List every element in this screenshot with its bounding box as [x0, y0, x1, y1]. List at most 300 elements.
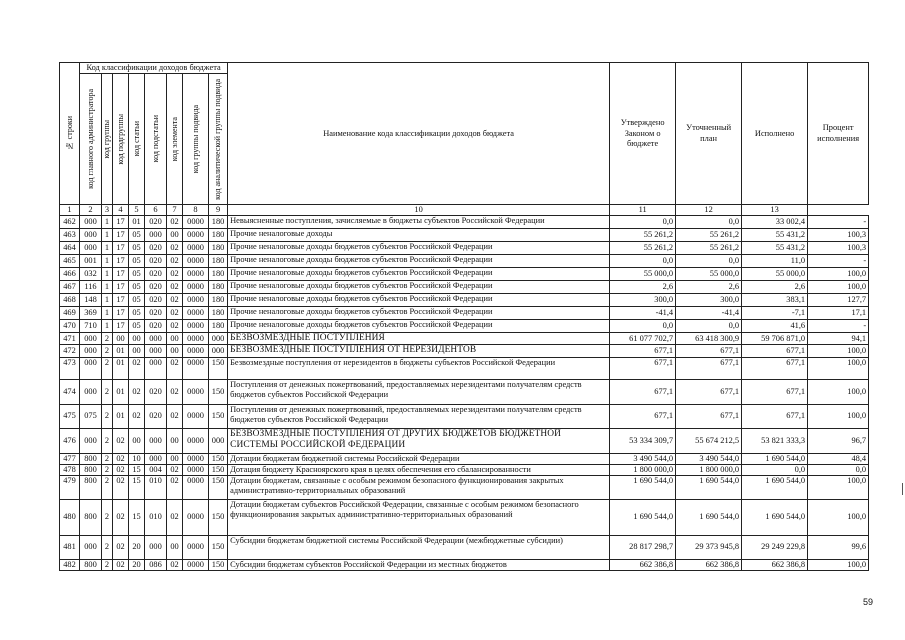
- kbk-code-cell: 02: [129, 404, 145, 428]
- kbk-code-cell: 0000: [183, 453, 209, 464]
- approved-cell: 28 817 298,7: [610, 535, 676, 559]
- row-number-cell: 478: [60, 464, 80, 475]
- kbk-code-cell: 000: [209, 428, 228, 453]
- table-row: [60, 294, 869, 307]
- kbk-code-cell: 180: [209, 229, 228, 242]
- kbk-code-cell: 0000: [183, 379, 209, 404]
- refined-cell: 662 386,8: [676, 559, 742, 570]
- kbk-code-cell: 01: [113, 345, 129, 357]
- column-number: 4: [113, 205, 129, 216]
- executed-cell: 29 249 229,8: [742, 535, 808, 559]
- kbk-code-cell: 000: [80, 428, 102, 453]
- refined-cell: 55 000,0: [676, 268, 742, 281]
- kbk-code-cell: 00: [167, 333, 183, 345]
- column-number: 11: [610, 205, 676, 216]
- percent-cell: -: [808, 255, 869, 268]
- revenue-name-cell: БЕЗВОЗМЕЗДНЫЕ ПОСТУПЛЕНИЯ ОТ ДРУГИХ БЮДЖЕТОВ БЮДЖЕТНОЙ СИСТЕМЫ РОССИЙСКОЙ ФЕДЕРАЦИИ: [228, 428, 610, 453]
- header-percent: Процент исполнения: [808, 63, 869, 205]
- kbk-code-cell: 075: [80, 404, 102, 428]
- kbk-code-cell: 020: [145, 281, 167, 294]
- column-number: 2: [80, 205, 102, 216]
- executed-cell: 677,1: [742, 404, 808, 428]
- kbk-code-cell: 17: [113, 216, 129, 229]
- table-row: [60, 216, 869, 229]
- approved-cell: -41,4: [610, 307, 676, 320]
- kbk-code-cell: 17: [113, 294, 129, 307]
- kbk-code-cell: 02: [113, 464, 129, 475]
- approved-cell: 3 490 544,0: [610, 453, 676, 464]
- column-number: 5: [129, 205, 145, 216]
- approved-cell: 55 000,0: [610, 268, 676, 281]
- budget-revenue-table: [59, 62, 869, 571]
- kbk-code-cell: 1: [102, 216, 113, 229]
- kbk-code-cell: 15: [129, 475, 145, 499]
- percent-cell: 94,1: [808, 333, 869, 345]
- percent-cell: 100,0: [808, 345, 869, 357]
- kbk-code-cell: 800: [80, 499, 102, 535]
- kbk-code-cell: 2: [102, 475, 113, 499]
- percent-cell: 100,3: [808, 229, 869, 242]
- approved-cell: 662 386,8: [610, 559, 676, 570]
- kbk-code-cell: 2: [102, 357, 113, 379]
- percent-cell: 0,0: [808, 464, 869, 475]
- kbk-code-cell: 020: [145, 404, 167, 428]
- kbk-code-cell: 180: [209, 242, 228, 255]
- kbk-code-cell: 01: [113, 357, 129, 379]
- kbk-code-cell: 020: [145, 216, 167, 229]
- table-row: [60, 475, 869, 499]
- table-row: [60, 333, 869, 345]
- row-number-cell: 467: [60, 281, 80, 294]
- percent-cell: 100,0: [808, 379, 869, 404]
- table-row: [60, 428, 869, 453]
- kbk-code-cell: 020: [145, 307, 167, 320]
- table-row: [60, 453, 869, 464]
- kbk-code-cell: 02: [167, 499, 183, 535]
- kbk-code-cell: 05: [129, 294, 145, 307]
- row-number-cell: 466: [60, 268, 80, 281]
- kbk-code-cell: 01: [129, 216, 145, 229]
- header-row-no: № строки: [60, 63, 80, 205]
- table-row: [60, 404, 869, 428]
- percent-cell: 127,7: [808, 294, 869, 307]
- kbk-code-cell: 150: [209, 357, 228, 379]
- kbk-code-cell: 800: [80, 464, 102, 475]
- header-name: Наименование кода классификации доходов бюджета: [228, 63, 610, 205]
- kbk-code-cell: 0000: [183, 428, 209, 453]
- kbk-code-cell: 086: [145, 559, 167, 570]
- kbk-code-cell: 800: [80, 559, 102, 570]
- table-row: [60, 345, 869, 357]
- refined-cell: 1 800 000,0: [676, 464, 742, 475]
- header-kbk-col: код группы: [102, 74, 113, 205]
- kbk-code-cell: 02: [167, 464, 183, 475]
- percent-cell: 100,0: [808, 404, 869, 428]
- approved-cell: 1 800 000,0: [610, 464, 676, 475]
- table-row: [60, 242, 869, 255]
- kbk-code-cell: 02: [113, 428, 129, 453]
- row-number-cell: 464: [60, 242, 80, 255]
- kbk-code-cell: 00: [167, 428, 183, 453]
- column-number: 6: [145, 205, 167, 216]
- kbk-code-cell: 0000: [183, 464, 209, 475]
- kbk-code-cell: 0000: [183, 357, 209, 379]
- executed-cell: -7,1: [742, 307, 808, 320]
- kbk-code-cell: 02: [167, 320, 183, 333]
- kbk-code-cell: 020: [145, 268, 167, 281]
- table-row: [60, 379, 869, 404]
- kbk-code-cell: 2: [102, 404, 113, 428]
- percent-cell: -: [808, 216, 869, 229]
- kbk-code-cell: 02: [167, 379, 183, 404]
- percent-cell: 100,0: [808, 281, 869, 294]
- row-number-cell: 465: [60, 255, 80, 268]
- kbk-code-cell: 0000: [183, 345, 209, 357]
- refined-cell: 0,0: [676, 216, 742, 229]
- refined-cell: 3 490 544,0: [676, 453, 742, 464]
- revenue-name-cell: Прочие неналоговые доходы бюджетов субъектов Российской Федерации: [228, 320, 610, 333]
- kbk-code-cell: 150: [209, 559, 228, 570]
- kbk-code-cell: 1: [102, 268, 113, 281]
- executed-cell: 677,1: [742, 379, 808, 404]
- percent-cell: 48,4: [808, 453, 869, 464]
- kbk-code-cell: 00: [129, 345, 145, 357]
- row-number-cell: 479: [60, 475, 80, 499]
- approved-cell: 0,0: [610, 216, 676, 229]
- percent-cell: 17,1: [808, 307, 869, 320]
- header-approved: Утверждено Законом о бюджете: [610, 63, 676, 205]
- kbk-code-cell: 00: [129, 333, 145, 345]
- table-row: [60, 320, 869, 333]
- table-row: [60, 535, 869, 559]
- page-number: 59: [863, 597, 874, 607]
- row-number-cell: 471: [60, 333, 80, 345]
- header-kbk-col: код подстатьи: [145, 74, 167, 205]
- kbk-code-cell: 2: [102, 453, 113, 464]
- kbk-code-cell: 1: [102, 307, 113, 320]
- kbk-code-cell: 0000: [183, 559, 209, 570]
- kbk-code-cell: 0000: [183, 475, 209, 499]
- revenue-name-cell: Прочие неналоговые доходы бюджетов субъектов Российской Федерации: [228, 307, 610, 320]
- header-kbk-group: Код классификации доходов бюджета: [80, 63, 228, 74]
- column-number: 8: [183, 205, 209, 216]
- kbk-code-cell: 1: [102, 281, 113, 294]
- kbk-code-cell: 000: [80, 333, 102, 345]
- kbk-code-cell: 00: [167, 229, 183, 242]
- kbk-code-cell: 2: [102, 333, 113, 345]
- column-number: 10: [228, 205, 610, 216]
- kbk-code-cell: 0000: [183, 499, 209, 535]
- kbk-code-cell: 150: [209, 379, 228, 404]
- kbk-code-cell: 800: [80, 453, 102, 464]
- revenue-name-cell: БЕЗВОЗМЕЗДНЫЕ ПОСТУПЛЕНИЯ: [228, 333, 610, 345]
- kbk-code-cell: 001: [80, 255, 102, 268]
- kbk-code-cell: 0000: [183, 307, 209, 320]
- kbk-code-cell: 148: [80, 294, 102, 307]
- approved-cell: 0,0: [610, 255, 676, 268]
- kbk-code-cell: 02: [113, 559, 129, 570]
- kbk-code-cell: 369: [80, 307, 102, 320]
- kbk-code-cell: 0000: [183, 255, 209, 268]
- kbk-code-cell: 000: [80, 357, 102, 379]
- row-number-cell: 468: [60, 294, 80, 307]
- kbk-code-cell: 004: [145, 464, 167, 475]
- header-kbk-col: код статьи: [129, 74, 145, 205]
- table-row: [60, 229, 869, 242]
- kbk-code-cell: 020: [145, 242, 167, 255]
- revenue-name-cell: Прочие неналоговые доходы бюджетов субъектов Российской Федерации: [228, 268, 610, 281]
- table-row: [60, 281, 869, 294]
- approved-cell: 677,1: [610, 404, 676, 428]
- kbk-code-cell: 150: [209, 464, 228, 475]
- revenue-name-cell: Субсидии бюджетам бюджетной системы Российской Федерации (межбюджетные субсидии): [228, 535, 610, 559]
- revenue-name-cell: Дотации бюджетам, связанные с особым режимом безопасного функционирования закрытых административно-территориальных образований: [228, 475, 610, 499]
- column-number: 9: [209, 205, 228, 216]
- table-row: [60, 559, 869, 570]
- kbk-code-cell: 000: [145, 453, 167, 464]
- kbk-code-cell: 01: [113, 379, 129, 404]
- executed-cell: 1 690 544,0: [742, 475, 808, 499]
- kbk-code-cell: 2: [102, 345, 113, 357]
- approved-cell: 0,0: [610, 320, 676, 333]
- kbk-code-cell: 20: [129, 535, 145, 559]
- kbk-code-cell: 00: [167, 453, 183, 464]
- column-number: 3: [102, 205, 113, 216]
- kbk-code-cell: 010: [145, 475, 167, 499]
- executed-cell: 11,0: [742, 255, 808, 268]
- kbk-code-cell: 710: [80, 320, 102, 333]
- kbk-code-cell: 000: [80, 242, 102, 255]
- kbk-code-cell: 2: [102, 379, 113, 404]
- column-number: 1: [60, 205, 80, 216]
- kbk-code-cell: 02: [167, 559, 183, 570]
- refined-cell: 677,1: [676, 379, 742, 404]
- kbk-code-cell: 000: [145, 229, 167, 242]
- column-number: 12: [676, 205, 742, 216]
- kbk-code-cell: 150: [209, 535, 228, 559]
- kbk-code-cell: 05: [129, 229, 145, 242]
- kbk-code-cell: 800: [80, 475, 102, 499]
- revenue-name-cell: Дотации бюджетам бюджетной системы Российской Федерации: [228, 453, 610, 464]
- table-row: [60, 357, 869, 379]
- kbk-code-cell: 02: [167, 307, 183, 320]
- kbk-code-cell: 17: [113, 242, 129, 255]
- approved-cell: 2,6: [610, 281, 676, 294]
- row-number-cell: 462: [60, 216, 80, 229]
- revenue-name-cell: Прочие неналоговые доходы бюджетов субъектов Российской Федерации: [228, 242, 610, 255]
- kbk-code-cell: 05: [129, 320, 145, 333]
- executed-cell: 0,0: [742, 464, 808, 475]
- kbk-code-cell: 180: [209, 320, 228, 333]
- kbk-code-cell: 0000: [183, 320, 209, 333]
- percent-cell: 100,3: [808, 242, 869, 255]
- percent-cell: 100,0: [808, 559, 869, 570]
- executed-cell: 1 690 544,0: [742, 453, 808, 464]
- kbk-code-cell: 0000: [183, 229, 209, 242]
- kbk-code-cell: 180: [209, 268, 228, 281]
- revenue-name-cell: Прочие неналоговые доходы бюджетов субъектов Российской Федерации: [228, 281, 610, 294]
- kbk-code-cell: 000: [145, 428, 167, 453]
- revenue-name-cell: Поступления от денежных пожертвований, предоставляемых нерезидентами получателям средств бюджетов субъектов Российской Федерации: [228, 379, 610, 404]
- kbk-code-cell: 15: [129, 464, 145, 475]
- row-number-cell: 472: [60, 345, 80, 357]
- executed-cell: 677,1: [742, 345, 808, 357]
- header-executed: Исполнено: [742, 63, 808, 205]
- approved-cell: 1 690 544,0: [610, 499, 676, 535]
- kbk-code-cell: 0000: [183, 281, 209, 294]
- executed-cell: 41,6: [742, 320, 808, 333]
- kbk-code-cell: 020: [145, 294, 167, 307]
- row-number-cell: 474: [60, 379, 80, 404]
- kbk-code-cell: 02: [167, 268, 183, 281]
- table-row: [60, 307, 869, 320]
- refined-cell: -41,4: [676, 307, 742, 320]
- kbk-code-cell: 000: [80, 535, 102, 559]
- refined-cell: 1 690 544,0: [676, 475, 742, 499]
- kbk-code-cell: 150: [209, 453, 228, 464]
- kbk-code-cell: 02: [129, 379, 145, 404]
- kbk-code-cell: 00: [167, 345, 183, 357]
- kbk-code-cell: 000: [80, 379, 102, 404]
- kbk-code-cell: 000: [145, 357, 167, 379]
- kbk-code-cell: 000: [80, 216, 102, 229]
- executed-cell: 677,1: [742, 357, 808, 379]
- kbk-code-cell: 1: [102, 242, 113, 255]
- refined-cell: 55 261,2: [676, 242, 742, 255]
- kbk-code-cell: 0000: [183, 333, 209, 345]
- kbk-code-cell: 010: [145, 499, 167, 535]
- approved-cell: 677,1: [610, 379, 676, 404]
- table-row: [60, 499, 869, 535]
- kbk-code-cell: 000: [145, 345, 167, 357]
- refined-cell: 55 261,2: [676, 229, 742, 242]
- kbk-code-cell: 17: [113, 281, 129, 294]
- kbk-code-cell: 180: [209, 255, 228, 268]
- row-number-cell: 470: [60, 320, 80, 333]
- kbk-code-cell: 020: [145, 379, 167, 404]
- kbk-code-cell: 1: [102, 255, 113, 268]
- kbk-code-cell: 0000: [183, 535, 209, 559]
- kbk-code-cell: 02: [167, 475, 183, 499]
- refined-cell: 0,0: [676, 255, 742, 268]
- refined-cell: 63 418 300,9: [676, 333, 742, 345]
- kbk-code-cell: 05: [129, 268, 145, 281]
- refined-cell: 677,1: [676, 357, 742, 379]
- executed-cell: 2,6: [742, 281, 808, 294]
- percent-cell: 100,0: [808, 357, 869, 379]
- kbk-code-cell: 10: [129, 453, 145, 464]
- executed-cell: 59 706 871,0: [742, 333, 808, 345]
- kbk-code-cell: 000: [145, 535, 167, 559]
- header-refined: Уточненный план: [676, 63, 742, 205]
- kbk-code-cell: 15: [129, 499, 145, 535]
- refined-cell: 2,6: [676, 281, 742, 294]
- revenue-name-cell: Невыясненные поступления, зачисляемые в бюджеты субъектов Российской Федерации: [228, 216, 610, 229]
- executed-cell: 662 386,8: [742, 559, 808, 570]
- row-number-cell: 482: [60, 559, 80, 570]
- header-kbk-col: код главного администратора: [80, 74, 102, 205]
- kbk-code-cell: 02: [113, 499, 129, 535]
- row-number-cell: 481: [60, 535, 80, 559]
- revenue-name-cell: Безвозмездные поступления от нерезидентов в бюджеты субъектов Российской Федерации: [228, 357, 610, 379]
- kbk-code-cell: 02: [167, 242, 183, 255]
- kbk-code-cell: 180: [209, 307, 228, 320]
- kbk-code-cell: 116: [80, 281, 102, 294]
- kbk-code-cell: 0000: [183, 216, 209, 229]
- approved-cell: 300,0: [610, 294, 676, 307]
- revenue-name-cell: Поступления от денежных пожертвований, предоставляемых нерезидентами получателям средств бюджетов субъектов Российской Федерации: [228, 404, 610, 428]
- kbk-code-cell: 000: [80, 345, 102, 357]
- kbk-code-cell: 000: [80, 229, 102, 242]
- kbk-code-cell: 2: [102, 464, 113, 475]
- refined-cell: 1 690 544,0: [676, 499, 742, 535]
- row-number-cell: 463: [60, 229, 80, 242]
- revenue-name-cell: Дотация бюджету Красноярского края в целях обеспечения его сбалансированности: [228, 464, 610, 475]
- kbk-code-cell: 2: [102, 499, 113, 535]
- kbk-code-cell: 02: [129, 357, 145, 379]
- kbk-code-cell: 150: [209, 404, 228, 428]
- executed-cell: 33 002,4: [742, 216, 808, 229]
- table-row: [60, 255, 869, 268]
- kbk-code-cell: 05: [129, 242, 145, 255]
- revenue-name-cell: Прочие неналоговые доходы: [228, 229, 610, 242]
- kbk-code-cell: 180: [209, 281, 228, 294]
- percent-cell: 100,0: [808, 268, 869, 281]
- approved-cell: 61 077 702,7: [610, 333, 676, 345]
- kbk-code-cell: 02: [167, 281, 183, 294]
- kbk-code-cell: 180: [209, 216, 228, 229]
- row-number-cell: 473: [60, 357, 80, 379]
- executed-cell: 55 431,2: [742, 229, 808, 242]
- column-number: 7: [167, 205, 183, 216]
- row-number-cell: 480: [60, 499, 80, 535]
- row-number-cell: 469: [60, 307, 80, 320]
- kbk-code-cell: 2: [102, 428, 113, 453]
- approved-cell: 677,1: [610, 357, 676, 379]
- revenue-name-cell: БЕЗВОЗМЕЗДНЫЕ ПОСТУПЛЕНИЯ ОТ НЕРЕЗИДЕНТОВ: [228, 345, 610, 357]
- margin-mark: [902, 483, 903, 495]
- row-number-cell: 477: [60, 453, 80, 464]
- refined-cell: 300,0: [676, 294, 742, 307]
- row-number-cell: 475: [60, 404, 80, 428]
- executed-cell: 53 821 333,3: [742, 428, 808, 453]
- percent-cell: 100,0: [808, 475, 869, 499]
- kbk-code-cell: 17: [113, 255, 129, 268]
- kbk-code-cell: 1: [102, 294, 113, 307]
- executed-cell: 1 690 544,0: [742, 499, 808, 535]
- refined-cell: 29 373 945,8: [676, 535, 742, 559]
- approved-cell: 55 261,2: [610, 229, 676, 242]
- kbk-code-cell: 17: [113, 320, 129, 333]
- executed-cell: 55 000,0: [742, 268, 808, 281]
- kbk-code-cell: 1: [102, 320, 113, 333]
- kbk-code-cell: 032: [80, 268, 102, 281]
- kbk-code-cell: 180: [209, 294, 228, 307]
- kbk-code-cell: 20: [129, 559, 145, 570]
- kbk-code-cell: 05: [129, 307, 145, 320]
- kbk-code-cell: 0000: [183, 294, 209, 307]
- kbk-code-cell: 00: [129, 428, 145, 453]
- kbk-code-cell: 17: [113, 229, 129, 242]
- approved-cell: 55 261,2: [610, 242, 676, 255]
- refined-cell: 677,1: [676, 345, 742, 357]
- kbk-code-cell: 02: [167, 255, 183, 268]
- kbk-code-cell: 05: [129, 281, 145, 294]
- row-number-cell: 476: [60, 428, 80, 453]
- executed-cell: 55 431,2: [742, 242, 808, 255]
- header-kbk-col: код аналитической группы подвида: [209, 74, 228, 205]
- kbk-code-cell: 000: [145, 333, 167, 345]
